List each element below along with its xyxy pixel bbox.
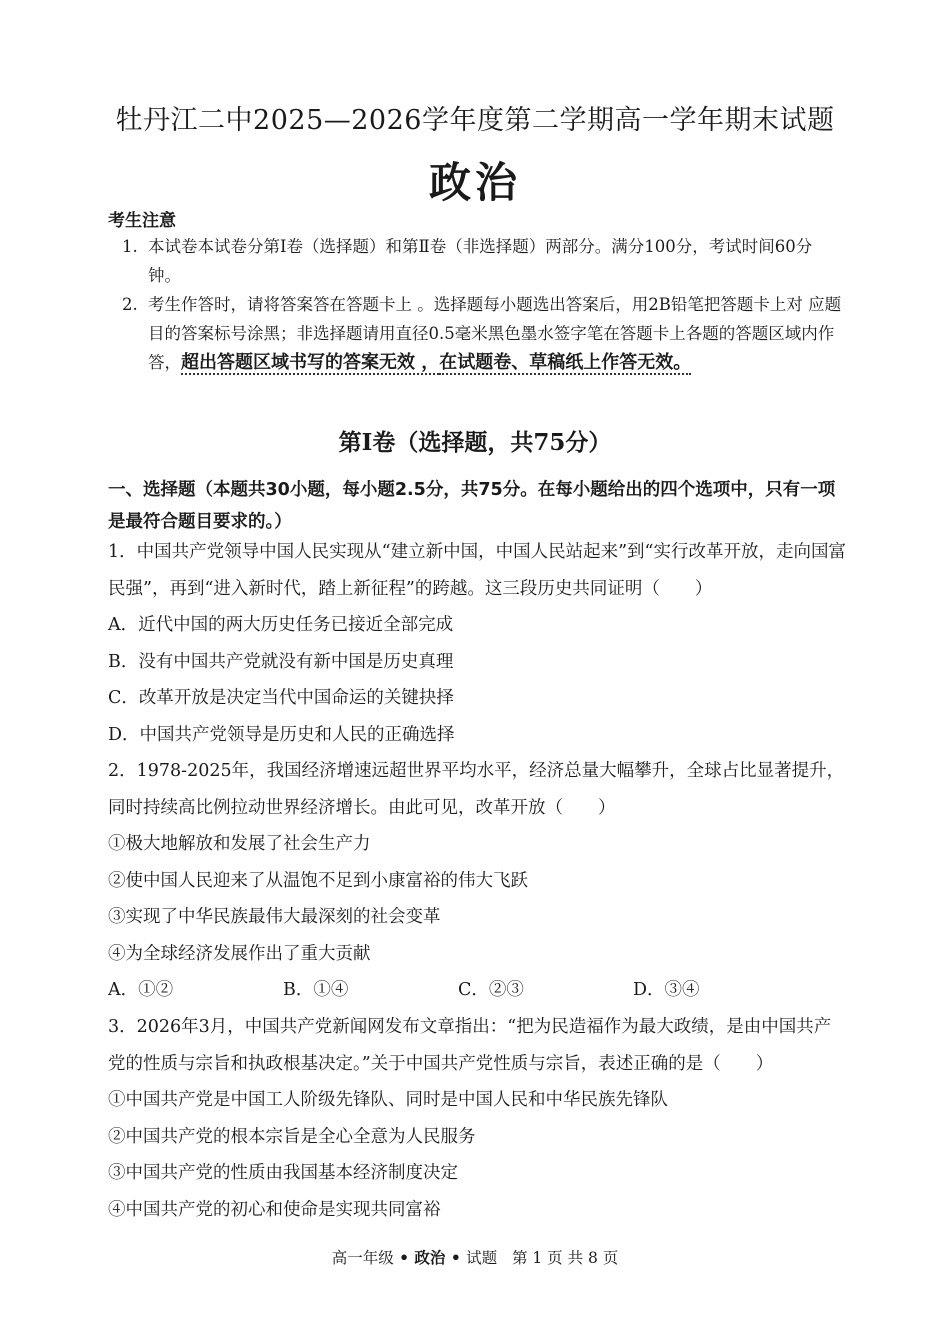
question-2 — [108, 753, 846, 1009]
notice-heading: 考生注意 — [108, 211, 176, 231]
question-stem: 3．2026年3月，中国共产党新闻网发布文章指出：“把为民造福作为最大政绩，是由中国共产党的性质与宗旨和执政根基决定。”关于中国共产党性质与宗旨，表述正确的是（ ） — [108, 1017, 832, 1074]
part-heading: 一、选择题（本题共30小题，每小题2.5分，共75分。在每小题给出的四个选项中，只有一项是最符合题目要求的。） — [108, 480, 836, 532]
subject-title: 政治 — [428, 158, 521, 207]
choice-c: C．②③ — [458, 980, 524, 1000]
notice-number: 1. — [122, 237, 138, 256]
notice-warning-a: 超出答题区域书写的答案无效 ， — [181, 352, 440, 373]
choice-b: B．①④ — [283, 980, 349, 1000]
notice-text: 本试卷本试卷分第Ⅰ卷（选择题）和第Ⅱ卷（非选择题）两部分。满分100分，考试时间60分钟。 — [148, 237, 813, 285]
statement-2: ②中国共产党的根本宗旨是全心全意为人民服务 — [108, 1126, 476, 1147]
notice-list — [122, 232, 844, 377]
statement-1: ①极大地解放和发展了社会生产力 — [108, 834, 371, 854]
footer-paper: 试题 — [466, 1249, 498, 1267]
question-1 — [108, 534, 846, 753]
choice-d: D．③④ — [633, 980, 700, 1000]
footer-page-info: 第 1 页 共 8 页 — [511, 1249, 619, 1267]
statement-2: ②使中国人民迎来了从温饱不足到小康富裕的伟大飞跃 — [108, 870, 528, 891]
option-b: B．没有中国共产党就没有新中国是历史真理 — [108, 651, 454, 672]
choice-row — [108, 972, 808, 1009]
question-stem: 1．中国共产党领导中国人民实现从“建立新中国，中国人民站起来”到“实行改革开放，走向国富民强”，再到“进入新时代，踏上新征程”的跨越。这三段历史共同证明（ ） — [108, 542, 846, 599]
option-a: A．近代中国的两大历史任务已接近全部完成 — [108, 615, 454, 635]
question-stem: 2．1978-2025年，我国经济增速远超世界平均水平，经济总量大幅攀升，全球占比显著提升，同时持续高比例拉动世界经济增长。由此可见，改革开放（ ） — [108, 761, 845, 818]
notice-text: 考生作答时，请将答案答在答题卡上 。选择题每小题选出答案后，用2B铅笔把答题卡上对 应题目的答案标号涂黑；非选择题请用直径0.5毫米黑色墨水签字笔在答题卡上各题的答题区域内作答， — [148, 295, 842, 372]
notice-item — [122, 290, 844, 377]
statement-4: ④为全球经济发展作出了重大贡献 — [108, 943, 371, 964]
notice-warning-b: 在试题卷、草稿纸上作答无效。 — [439, 352, 692, 373]
option-d: D．中国共产党领导是历史和人民的正确选择 — [108, 724, 455, 745]
footer-subject: 政治 — [414, 1248, 446, 1267]
exam-title: 牡丹江二中2025—2026学年度第二学期高一学年期末试题 — [115, 105, 835, 136]
option-c: C．改革开放是决定当代中国命运的关键抉择 — [108, 688, 454, 708]
statement-3: ③中国共产党的性质由我国基本经济制度决定 — [108, 1163, 458, 1183]
statement-3: ③实现了中华民族最伟大最深刻的社会变革 — [108, 907, 441, 927]
page-footer: 高一年级 • 政治 • 试题 第 1 页 共 8 页 — [331, 1248, 619, 1267]
statement-1: ①中国共产党是中国工人阶级先锋队、同时是中国人民和中华民族先锋队 — [108, 1090, 668, 1110]
statement-4: ④中国共产党的初心和使命是实现共同富裕 — [108, 1199, 441, 1220]
footer-grade: 高一年级 — [331, 1249, 394, 1267]
question-3 — [108, 1009, 846, 1228]
section-heading: 第Ⅰ卷（选择题，共75分） — [338, 429, 612, 456]
notice-number: 2. — [122, 295, 138, 314]
notice-item — [122, 232, 844, 290]
choice-a: A．①② — [108, 980, 174, 1000]
